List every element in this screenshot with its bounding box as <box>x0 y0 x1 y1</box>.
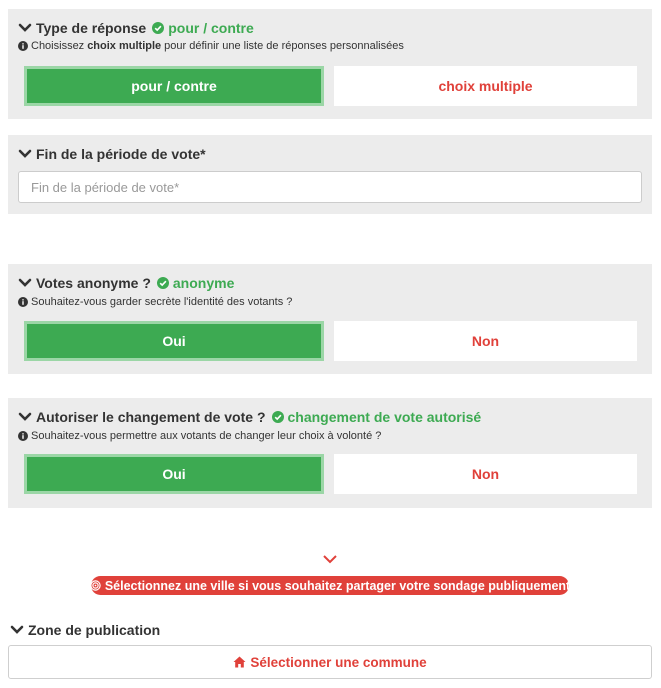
info-icon <box>18 41 28 51</box>
response-type-title: Type de réponse <box>36 20 147 36</box>
info-icon <box>18 297 28 307</box>
anonymous-oui-button[interactable]: Oui <box>24 321 324 361</box>
end-period-header[interactable] <box>18 146 206 162</box>
publication-alert <box>91 576 569 595</box>
chevron-down-icon <box>18 412 32 422</box>
zone-publication-header[interactable] <box>10 622 160 638</box>
response-type-hint-prefix: Choisissez <box>31 40 85 52</box>
anonymous-hint-text: Souhaitez-vous garder secrète l'identité des votants ? <box>31 296 293 308</box>
response-type-hint-bold: choix multiple <box>87 40 162 52</box>
anonymous-title: Votes anonyme ? <box>36 275 151 291</box>
check-circle-icon <box>152 22 164 34</box>
change-vote-status <box>272 409 482 425</box>
pour-contre-button[interactable]: pour / contre <box>24 66 324 106</box>
change-vote-status-label: changement de vote autorisé <box>287 409 482 425</box>
end-period-panel <box>8 135 652 214</box>
chevron-down-icon <box>18 278 32 288</box>
response-type-status <box>152 20 254 36</box>
anonymous-hint <box>18 296 292 308</box>
end-period-input[interactable] <box>18 171 642 203</box>
end-period-title: Fin de la période de vote* <box>36 146 206 162</box>
change-vote-title: Autoriser le changement de vote ? <box>36 409 266 425</box>
response-type-header[interactable] <box>18 20 254 36</box>
response-type-hint <box>18 40 404 52</box>
anonymous-header[interactable] <box>18 275 234 291</box>
change-vote-oui-button[interactable]: Oui <box>24 454 324 494</box>
publication-alert-text: Sélectionnez une ville si vous souhaitez partager votre sondage publiquement <box>104 578 571 593</box>
info-icon <box>18 431 28 441</box>
change-vote-hint <box>18 430 381 442</box>
response-type-panel <box>8 9 652 119</box>
chevron-down-icon[interactable] <box>322 553 338 565</box>
select-commune-label: Sélectionner une commune <box>250 654 427 670</box>
zone-publication-title: Zone de publication <box>28 622 161 638</box>
change-vote-non-button[interactable]: Non <box>334 454 637 494</box>
change-vote-panel <box>8 398 652 508</box>
anonymous-status <box>157 275 234 291</box>
target-icon <box>90 580 101 591</box>
response-type-status-label: pour / contre <box>168 20 254 36</box>
choix-multiple-button[interactable]: choix multiple <box>334 66 637 106</box>
response-type-hint-suffix: pour définir une liste de réponses personnalisées <box>164 40 404 52</box>
select-commune-button[interactable] <box>8 645 652 679</box>
change-vote-hint-text: Souhaitez-vous permettre aux votants de changer leur choix à volonté ? <box>31 430 382 442</box>
chevron-down-icon <box>10 625 24 635</box>
anonymous-non-button[interactable]: Non <box>334 321 637 361</box>
check-circle-icon <box>157 277 169 289</box>
chevron-down-icon <box>18 149 32 159</box>
home-icon <box>233 656 246 668</box>
change-vote-header[interactable] <box>18 409 481 425</box>
check-circle-icon <box>272 411 284 423</box>
anonymous-panel <box>8 264 652 374</box>
anonymous-status-label: anonyme <box>172 275 235 291</box>
chevron-down-icon <box>18 23 32 33</box>
